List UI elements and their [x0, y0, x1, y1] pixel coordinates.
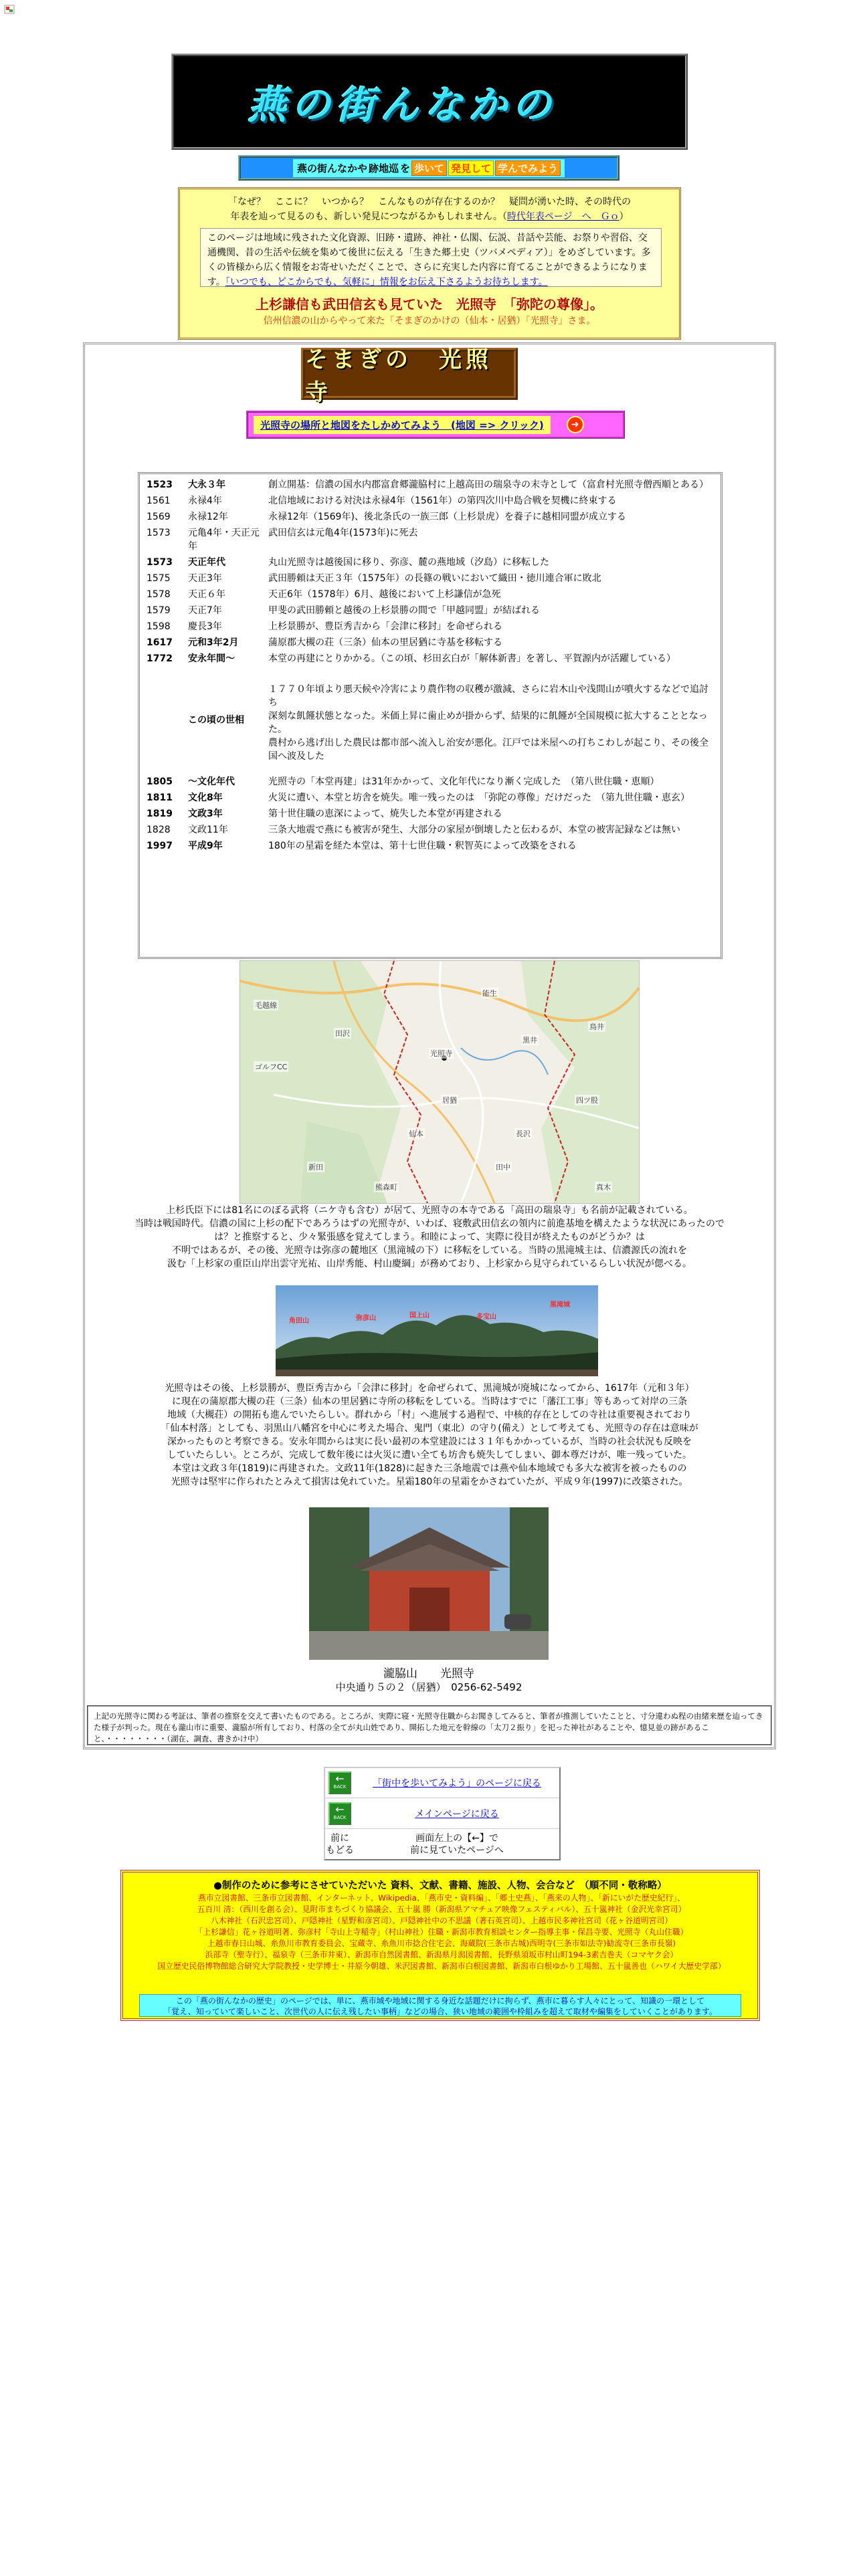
paragraph-line: 本堂は文政３年(1819)に再建された。文政11年(1828)に起きた三条地震では燕や仙本地域でも多大な被害を被ったものの: [172, 1463, 687, 1474]
paragraph-line: 汲む「上杉家の重臣山岸出雲守光祐、山岸秀能、村山慶綱」が務めており、上杉家から見守られているらしい状況が偲べる。: [167, 1259, 692, 1269]
temple-photo: [309, 1507, 549, 1660]
navigation-box: [324, 1767, 561, 1860]
timeline-event: 丸山光照寺は越後国に移り、弥彦、麓の燕地域（汐島）に移転した: [268, 557, 549, 568]
timeline-year: 1523: [147, 479, 173, 490]
map-label: 長沢: [516, 1130, 531, 1138]
timeline-event: 180年の星霜を経た本堂は、第十七世住職・釈智英によって改築をされる: [268, 841, 577, 851]
back-label-line2: もどる: [326, 1845, 354, 1856]
timeline-event: 創立開基：信濃の国水内郡富倉郷瀧脇村に上越高田の瑞泉寺の末寺として（富倉村光照寺僧西順とある）: [268, 479, 708, 490]
tagline-learn: 学んでみよう: [495, 160, 561, 176]
map-label: 居猶: [442, 1096, 457, 1105]
back-instruction-line1: 画面左上の【←】で: [415, 1833, 498, 1844]
credits-line: 上越市春日山城、糸魚川市教育委員会、宝蔵寺、糸魚川市捻合住宅会、海蔵院(三条市古城)西明寺(三条市如法寺)勧流寺(三条市長嶺): [207, 1939, 676, 1948]
timeline-page-link[interactable]: 時代年表ページ へ Ｇｏ: [506, 211, 619, 222]
credits-footnote-line2: 「覚え、知っていて楽しいこと、次世代の人に伝え残したい事柄」などの場合、狭い地域の範囲や枠組みを超えて取材や編集をしていくことがあります。: [163, 2007, 717, 2016]
back-arrow-icon[interactable]: ← BACK: [328, 1772, 351, 1794]
temple-title: そまぎの 光照寺: [305, 346, 492, 406]
timeline-event: １７７０年頃より悪天候や冷害により農作物の収穫が激減、さらに岩木山や浅間山が噴火するなどで追討ち 深刻な飢饉状態となった。米価上昇に歯止めが掛からず、結果的に飢饉が全国規模に拡大することとなった。 農村から逃げ出した農民は都市部へ流入し治安が悪化。江戸では米屋への打ちこわしが起こり、その後全国へ波及した: [268, 684, 708, 762]
intro-box: [178, 187, 681, 340]
timeline-row: [144, 822, 717, 838]
site-banner: [171, 53, 688, 150]
timeline-event: 蒲原郡大槻の荘（三条）仙本の里居猶に寺基を移転する: [268, 637, 502, 648]
map-label: 田沢: [335, 1029, 350, 1038]
map-label: 四ツ股: [576, 1096, 598, 1105]
tagline-mid1: 跡地巡: [368, 162, 399, 175]
back-instruction-line2: 前に見ていたページへ: [410, 1845, 504, 1856]
timeline-era: 永禄12年: [188, 512, 228, 522]
timeline-event: 北信地域における対決は永禄4年（1561年）の第四次川中島合戦を契機に終束する: [268, 496, 617, 506]
timeline-row: [144, 635, 717, 651]
temple-title-plaque: [301, 346, 518, 406]
timeline-era: 大永３年: [188, 479, 225, 490]
credits-footnote-line1: この「燕の街んなかの歴史」のページでは、単に、燕市域や地域に関する身近な話題だけに拘らず、燕市に暮らす人々にとって、知識の一環として: [175, 1996, 705, 2006]
timeline-year: 1573: [147, 557, 173, 568]
map-label: 熊森町: [375, 1183, 397, 1192]
map-label: 能生: [482, 989, 497, 998]
credits-line: 燕市立図書館、三条市立図書館、インターネット、Wikipedia、「燕市史・資料編」、「郷土史燕」、「燕来の人物」、「新にいがた歴史紀行」、: [198, 1893, 685, 1903]
timeline-era: 慶長3年: [188, 621, 222, 632]
history-paragraph-2: [100, 1382, 759, 1489]
timeline-era: 安永年間～: [188, 653, 235, 664]
main-page-link[interactable]: メインページに戻る: [415, 1809, 499, 1820]
tagline-mid2: を: [399, 162, 410, 175]
credits-line: 国立歴史民俗博物館総合研究大学院教授・史学博士・井原今朝雄、米沢図書館、新潟市白根図書館、新潟市白根ゆかり工場館、五十嵐善也（ハワイ大歴史学部）: [157, 1961, 726, 1971]
timeline-era: 平成9年: [188, 841, 223, 851]
timeline-era: ～文化年代: [188, 776, 235, 787]
page-headline: 上杉謙信も武田信玄も見ていた 光照寺 「弥陀の尊像」。: [256, 296, 603, 312]
timeline-year: 1997: [147, 841, 173, 851]
timeline-year: 1805: [147, 776, 173, 787]
mountain-label: 角田山: [289, 1317, 309, 1325]
timeline-row: [144, 509, 717, 525]
paragraph-line: 不明ではあるが、その後、光照寺は弥彦の麓地区（黒滝城の下）に移転をしている。当時の黒滝城主は、信濃源氏の流れを: [172, 1245, 687, 1256]
mountain-label: 弥彦山: [356, 1315, 376, 1322]
mountain-photo: [276, 1285, 598, 1376]
paragraph-line: 光照寺は堅牢に作られたとみえて損害は免れていた。星霜180年の星霜をかさねていたが、平成９年(1997)に改築された。: [171, 1477, 688, 1487]
timeline-year: 1828: [147, 825, 171, 835]
timeline-event: 天正6年（1578年）6月、越後において上杉謙信が急死: [268, 589, 501, 600]
credits-footnote: [139, 1994, 741, 2017]
nav-arrow-cell: [325, 1772, 355, 1794]
timeline-era: 天正3年: [188, 573, 222, 584]
back-arrow-icon[interactable]: ← BACK: [328, 1802, 351, 1825]
timeline-era: 文政3年: [188, 809, 223, 819]
timeline-year: 1579: [147, 605, 171, 616]
timeline-era: 文化8年: [188, 792, 223, 803]
nav-row-walk: [325, 1768, 559, 1798]
intro-question-line2: 年表を辿って見るのも、新しい発見につながるかもしれません。（時代年表ページ へ Ｇｏ）: [230, 211, 629, 222]
timeline-year: 1561: [147, 496, 171, 506]
timeline-row: [144, 525, 717, 554]
timeline-table: [144, 477, 717, 854]
author-note: 上記の光照寺に関わる考証は、筆者の推察を交えて書いたものである。ところが、実際に寝・光照寺住職からお聞きしてみると、筆者が推測していたことと、寸分違わぬ程の由緒来歴を辿ってきた様子が判った。現在も瀧山市に重要、瀧脇が所有しており、村落の全てが丸山姓であり、開拓した地元を幹線の「太刀２振り」を祀った神社があることや、憶見並の跡があること、・・・・・・・・（湖在、調査、書きかけ中）: [87, 1705, 772, 1745]
timeline-event: 武田信玄は元亀4年(1573年)に死去: [268, 528, 418, 538]
map-label: 新田: [308, 1163, 323, 1172]
timeline-row: [144, 774, 717, 790]
map-label: 黒井: [522, 1036, 537, 1045]
back-label-line1: 前に: [330, 1833, 349, 1844]
tagline-discover: 発見して: [448, 160, 494, 176]
temple-address: 中央通り５の２（居猶） 0256-62-5492: [335, 1681, 522, 1693]
map-link[interactable]: 光照寺の場所と地図をたしかめてみよう (地図 => クリック): [254, 416, 551, 434]
timeline-row: [144, 570, 717, 586]
history-timeline: [138, 472, 723, 959]
timeline-era: 元亀4年・天正元年: [188, 528, 260, 552]
nav-row-main: [325, 1799, 559, 1829]
walk-page-link[interactable]: 「街中を歩いてみよう」のページに戻る: [373, 1778, 541, 1789]
tagline-bar: [238, 155, 619, 181]
timeline-year: 1819: [147, 809, 173, 819]
timeline-year: [144, 667, 185, 774]
map-label: 仙本: [409, 1130, 423, 1138]
intro-question-line1: 「なぜ？ ここに？ いつから？ こんなものが存在するのか？ 疑問が湧いた時、その時代の: [228, 197, 631, 207]
timeline-row: [144, 790, 717, 806]
mountain-label: 国上山: [409, 1312, 430, 1319]
paragraph-line: 「仙本村落」としても、羽黒山八幡宮を中心に考えた場合、鬼門（東北）の守り(備え）として考えても、光照寺の存在は意味が: [161, 1423, 698, 1434]
page-subheadline: 信州信濃の山からやって来た「そまぎのかけの（仙本・居猶）「光照寺」さま。: [263, 316, 596, 326]
timeline-year: 1573: [147, 528, 171, 538]
timeline-row: [144, 619, 717, 635]
arrow-right-icon[interactable]: ➜: [567, 416, 584, 433]
timeline-year: 1578: [147, 589, 171, 600]
tagline-content: [293, 159, 565, 177]
timeline-era: 文政11年: [188, 825, 228, 835]
banner-title: 燕の街んなかの: [248, 82, 557, 128]
credits-box: [120, 1870, 760, 2021]
back-label: [325, 1832, 355, 1856]
timeline-event: 光照寺の「本堂再建」は31年かかって、文化年代になり漸く完成した （第八世住職・恵順）: [268, 776, 660, 787]
mountain-label: 黒滝城: [550, 1301, 570, 1309]
nav-row-back: [325, 1830, 559, 1859]
timeline-era: この頃の世相: [188, 715, 244, 726]
tagline-pre: 燕の街んなかや: [296, 162, 367, 175]
timeline-event: 甲斐の武田勝頼と越後の上杉景勝の間で「甲越同盟」が結ばれる: [268, 605, 540, 616]
timeline-era: 永禄4年: [188, 496, 222, 506]
timeline-row: [144, 493, 717, 509]
map-label: 光照寺: [430, 1049, 452, 1058]
timeline-row: [144, 554, 717, 570]
paragraph-line: していたらしい。ところが、完成して数年後には火災に遭い全ても坊舎も焼失してしまい、御本尊だけが、唯一残っていた。: [167, 1450, 692, 1461]
intro-question-text: 年表を辿って見るのも、新しい発見につながるかもしれません。: [230, 211, 502, 222]
timeline-era: 元和3年2月: [188, 637, 239, 648]
timeline-event: 三条大地震で燕にも被害が発生、大部分の家屋が倒壊したと伝わるが、本堂の被害記録などは無い: [268, 825, 680, 835]
map-graphic: [240, 961, 639, 1203]
timeline-year: 1569: [147, 512, 171, 522]
paragraph-line: に現在の蒲原郡大槻の荘（三条）仙本の里居猶に寺所の移転をしている。当時はすでに「藩江工事」等もあって対岸の三条: [171, 1396, 688, 1407]
timeline-era: 天正年代: [188, 557, 225, 568]
credits-line: 「上杉謙信」花ヶ谷道明著、弥彦村「寺山上寺稲寺」（村山神社）住職・新潟市教育相談センター指導主事・保昌寺要、光照寺（丸山住職）: [195, 1927, 688, 1937]
tagline-walk: 歩いて: [411, 160, 447, 176]
intro-body: このページは地域に残された文化資源、旧跡・遺跡、神社・仏閣、伝説、昔話や芸能、お祭りや習俗、交通機関、昔の生活や伝統を集めて後世に伝える「生きた郷土史（ツバメペディア）」をめざしています。多くの皆様から広く情報をお寄せいただくことで、さらに充実した内容に育てることができるようになります。: [207, 233, 651, 288]
temple-graphic: [309, 1507, 549, 1660]
map-label: 真木: [596, 1183, 611, 1192]
timeline-event: 上杉景勝が、豊臣秀吉から「会津に移封」を命ぜられる: [268, 621, 502, 632]
timeline-year: 1598: [147, 621, 171, 632]
map-label: 田中: [496, 1163, 510, 1172]
credits-list: [136, 1893, 747, 1972]
back-instruction: [355, 1832, 559, 1856]
mountain-label: 多宝山: [476, 1313, 496, 1321]
area-map[interactable]: [240, 960, 640, 1204]
paragraph-line: 光照寺はその後、上杉景勝が、豊臣秀吉から「会津に移封」を命ぜられて、黒滝城が廃城になってから、1617年（元和３年）: [165, 1383, 694, 1394]
timeline-year: 1575: [147, 573, 171, 584]
intro-description: [200, 228, 662, 287]
credits-line: 五百川 清：（西川を創る会）、見附市まちづくり協議会、五十嵐 勝（新潟県アマチュア映像フェスティバル）、五十嵐神社（金沢光幸宮司）: [197, 1905, 686, 1914]
timeline-row: [144, 603, 717, 619]
temple-name: 瀧脇山 光照寺: [383, 1667, 474, 1681]
timeline-year: 1617: [147, 637, 173, 648]
timeline-row: [144, 806, 717, 822]
page-logo-icon: [4, 4, 15, 15]
map-label: 鳥井: [589, 1023, 604, 1031]
credits-title: ●制作のために参考にさせていただいた 資料、文献、書籍、施設、人物、会合など （順不同・敬称略）: [213, 1881, 667, 1891]
paragraph-line: 上杉氏臣下には81名にのぼる武将（ニケ寺も含む）が居て、光照寺の本寺である「高田の瑞泉寺」も名前が記載されている。: [166, 1205, 693, 1216]
paragraph-line: 当時は戦国時代。信濃の国に上杉の配下であろうはずの光照寺が、いわば、寝敷武田信玄の領内に前進基地を構えたような状況にあったのでは？と推察すると、少々緊張感を覚えてしまう。和睦によって、実際に役目が終えたものがどうか？は: [134, 1218, 725, 1243]
intro-question: [180, 195, 679, 224]
timeline-row: [144, 838, 717, 854]
paragraph-line: 地域（大槻荘）の開拓も進んでいたらしい。群れから「村」へ進展する過程で、中核的存在としての寺社は重要視されており: [167, 1410, 692, 1420]
timeline-event: 火災に遭い、本堂と坊舎を焼失。唯一残ったのは 「弥陀の尊像」だけだった （第九世住職・恵玄）: [268, 792, 690, 803]
paragraph-line: 深かったものと考察できる。安永年間からは実に長い最初の本堂建設には３１年もかかっているが、当時の社会状況も反映を: [167, 1436, 692, 1447]
timeline-era: 天正６年: [188, 589, 225, 600]
timeline-row: [144, 477, 717, 493]
map-link-box: [246, 411, 625, 439]
credits-line: 浜部寺（聖寺行）、福泉寺（三条市井東）、新潟市自然図書館、新潟県月潟図書館、長野県須坂市村山町194-3素吉巻夫（コマヤク会）: [205, 1950, 678, 1959]
timeline-event: 武田勝頼は天正３年（1575年）の長篠の戦いにおいて織田・徳川連合軍に敗北: [268, 573, 601, 584]
credits-line: 八木神社（石沢忠宮司）、戸隠神社（星野和彦宮司）、戸隠神社中の不思議（著石英宮司）、上越市民多神社宮司（花ヶ谷道明宮司）: [210, 1916, 673, 1925]
nav-arrow-cell: [325, 1802, 355, 1825]
timeline-row: [144, 586, 717, 603]
timeline-event: 永禄12年（1569年)、後北条氏の一族三郎（上杉景虎）を養子に越相同盟が成立する: [268, 512, 626, 522]
timeline-row: [144, 651, 717, 667]
timeline-row: [144, 667, 717, 774]
map-label: 毛越線: [255, 1001, 277, 1010]
map-label: ゴルフCC: [255, 1063, 288, 1071]
contact-link[interactable]: 「いつでも、どこからでも、気軽に」情報をお伝え下さるようお待ちします。: [225, 277, 548, 288]
history-paragraph-1: [127, 1204, 732, 1271]
timeline-era: 天正7年: [188, 605, 222, 616]
timeline-year: 1772: [147, 653, 173, 664]
timeline-event: 第十世住職の恵深によって、焼失した本堂が再建される: [268, 809, 502, 819]
timeline-year: 1811: [147, 792, 173, 803]
timeline-event: 本堂の再建にとりかかる。（この頃、杉田玄白が「解体新書」を著し、平賀源内が活躍している）: [268, 653, 676, 664]
